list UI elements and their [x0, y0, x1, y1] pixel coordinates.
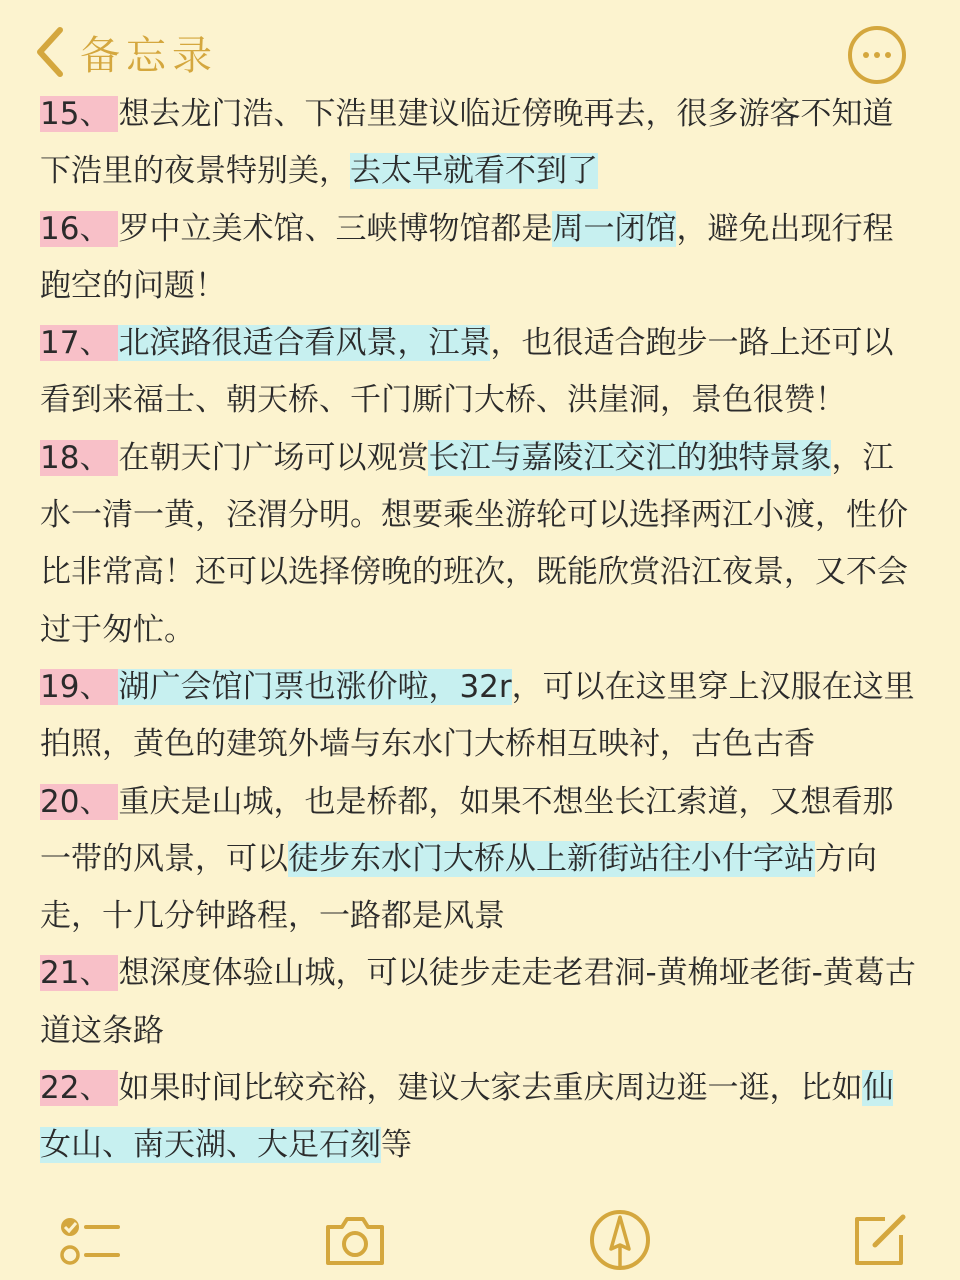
note-item [40, 1060, 920, 1175]
bottom-toolbar [0, 1195, 960, 1280]
note-item [40, 659, 920, 774]
item-text: ，江水一清一黄，泾渭分明。想要乘坐游轮可以选择两江小渡，性价比非常高！还可以选择傍晚的班次，既能欣赏沿江夜景，又不会过于匆忙。 [40, 439, 908, 648]
compose-icon [845, 1205, 915, 1275]
more-options-button[interactable] [848, 26, 906, 84]
item-text: 如果时间比较充裕，建议大家去重庆周边逛一逛，比如 [118, 1070, 863, 1107]
item-text: 想去龙门浩、下浩里建议临近傍晚再去，很多游客不知道下浩里的夜景特别美， [40, 96, 894, 190]
note-item [40, 430, 920, 659]
highlighted-text: 长江与嘉陵江交汇的独特景象 [428, 439, 832, 476]
highlighted-text: 湖广会馆门票也涨价啦，32r [118, 668, 512, 705]
item-text: 在朝天门广场可以观赏 [118, 439, 429, 476]
note-item [40, 86, 920, 201]
item-text: ，也很适合跑步一路上还可以看到来福士、朝天桥、千门厮门大桥、洪崖洞，景色很赞！ [40, 325, 894, 419]
item-number: 21、 [40, 955, 118, 991]
item-text: ，避免出现行程跑空的问题！ [40, 210, 894, 304]
highlighted-text: 仙女山、南天湖、大足石刻 [40, 1070, 894, 1164]
highlighted-text: 去太早就看不到了 [350, 153, 598, 190]
note-body[interactable] [40, 86, 920, 1175]
note-item [40, 774, 920, 946]
highlighted-text: 北滨路很适合看风景，江景 [118, 325, 491, 362]
highlighted-text: 周一闭馆 [552, 210, 677, 247]
item-text: 想深度体验山城，可以徒步走走老君洞-黄桷垭老街-黄葛古道这条路 [40, 955, 916, 1049]
item-text: 重庆是山城，也是桥都，如果不想坐长江索道，又想看那一带的风景，可以 [40, 783, 894, 877]
more-icon [863, 52, 869, 58]
item-number: 16、 [40, 211, 118, 247]
markup-button[interactable] [585, 1205, 655, 1275]
item-number: 15、 [40, 96, 118, 132]
item-text: 方向走，十几分钟路程，一路都是风景 [40, 840, 877, 935]
item-number: 19、 [40, 669, 118, 705]
item-number: 22、 [40, 1070, 118, 1106]
back-button[interactable] [30, 22, 218, 82]
camera-icon [320, 1205, 390, 1275]
compose-button[interactable] [845, 1205, 915, 1275]
item-number: 18、 [40, 440, 118, 476]
item-text: 等 [381, 1127, 412, 1164]
checklist-icon [56, 1205, 126, 1275]
note-item [40, 945, 920, 1060]
item-number: 20、 [40, 784, 118, 820]
item-number: 17、 [40, 325, 118, 361]
item-text: 罗中立美术馆、三峡博物馆都是 [118, 210, 553, 247]
note-item [40, 201, 920, 316]
checklist-button[interactable] [56, 1205, 126, 1275]
back-label: 备忘录 [80, 32, 218, 79]
item-text: ，可以在这里穿上汉服在这里拍照，黄色的建筑外墙与东水门大桥相互映衬，古色古香 [40, 668, 915, 763]
highlighted-text: 徒步东水门大桥从上新街站往小什字站 [288, 840, 815, 877]
note-item [40, 315, 920, 430]
camera-button[interactable] [320, 1205, 390, 1275]
top-bar [0, 0, 960, 100]
chevron-left-icon [30, 24, 70, 80]
pen-icon [585, 1205, 655, 1275]
